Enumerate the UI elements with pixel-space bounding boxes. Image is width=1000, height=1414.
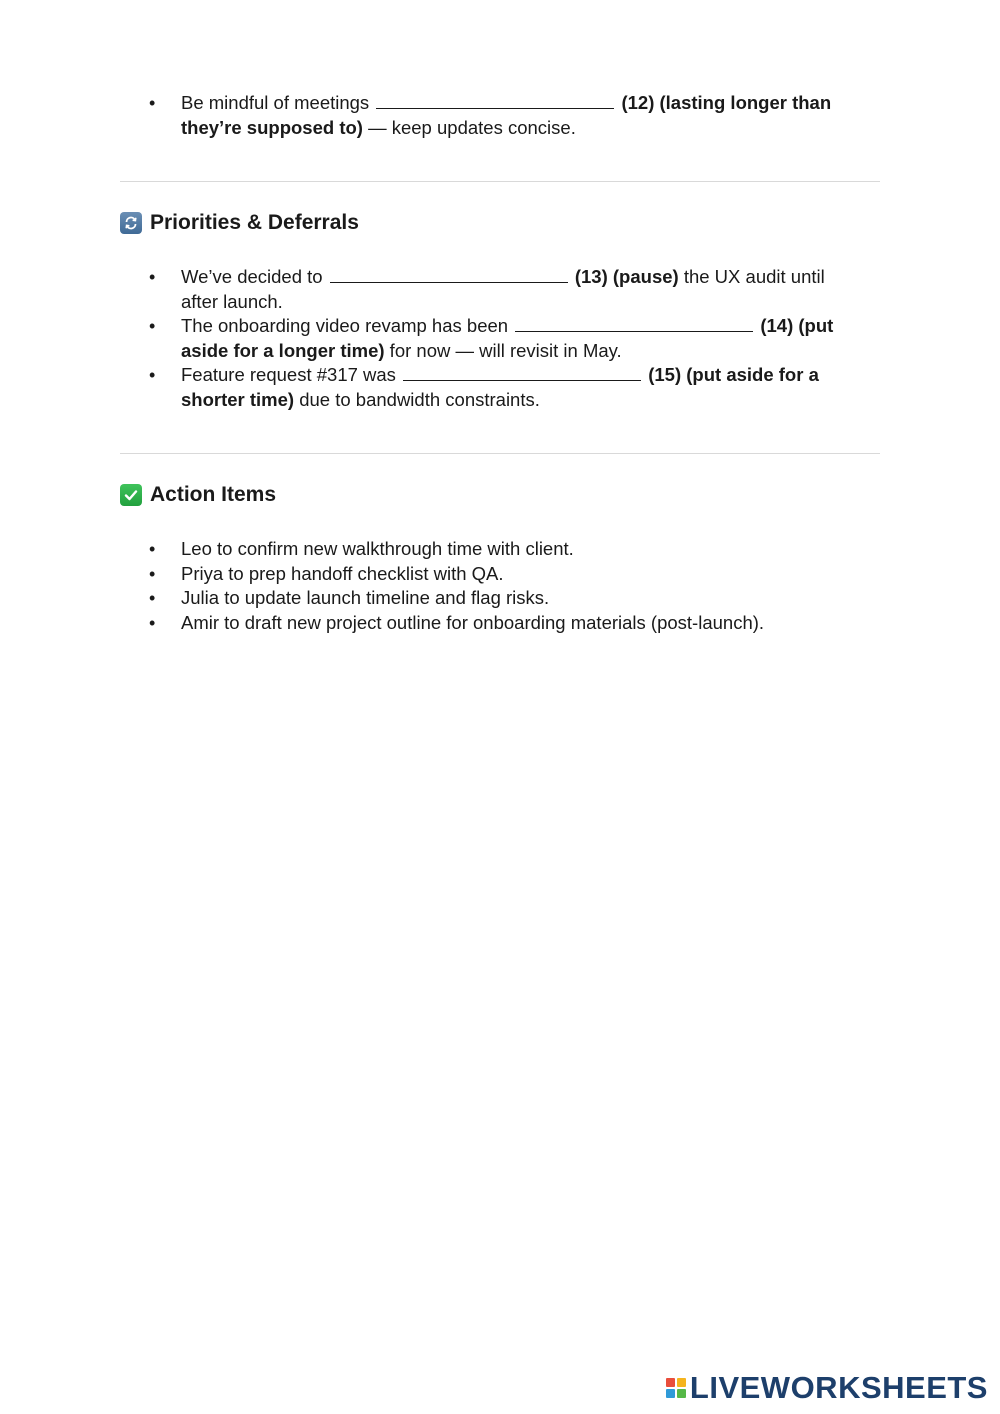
answer-blank-14[interactable] <box>515 315 753 332</box>
item-hint: (14) (put aside for a longer time) <box>181 315 834 361</box>
item-text: The onboarding video revamp has been <box>181 315 509 336</box>
item-text: We’ve decided to <box>181 266 323 287</box>
item-text-after: due to bandwidth constraints. <box>294 388 540 410</box>
item-hint: (13) (pause) <box>574 266 679 287</box>
list-item <box>120 265 865 314</box>
list-item <box>120 363 865 412</box>
list-item <box>120 91 860 140</box>
list-item: • Priya to prep handoff checklist with QA. <box>120 562 865 587</box>
item-hint: (15) (put aside for a shorter time) <box>181 364 819 410</box>
list-item: • Julia to update launch timeline and flag risks. <box>120 586 865 611</box>
section-title: Action Items <box>150 483 277 506</box>
section-divider <box>120 453 880 454</box>
sync-icon <box>120 212 142 234</box>
list-item: • Amir to draft new project outline for onboarding materials (post-launch). <box>120 611 865 636</box>
meetings-list <box>120 91 860 140</box>
list-item <box>120 314 865 363</box>
item-text-after: — keep updates concise. <box>362 116 576 138</box>
answer-blank-13[interactable] <box>330 266 568 283</box>
check-box-icon <box>120 484 142 506</box>
logo-mark-icon <box>666 1378 686 1398</box>
item-text: Feature request #317 was <box>181 364 396 385</box>
section-heading-priorities <box>120 211 359 235</box>
item-text-after: for now — will revisit in May. <box>384 339 622 361</box>
item-hint: (12) (lasting longer than they’re supposed to) <box>181 92 832 138</box>
section-heading-actions <box>120 483 276 507</box>
item-text: Be mindful of meetings <box>181 92 370 113</box>
logo-text: LIVEWORKSHEETS <box>689 1370 988 1405</box>
answer-blank-12[interactable] <box>376 92 614 109</box>
answer-blank-15[interactable] <box>403 364 641 381</box>
liveworksheets-logo[interactable] <box>666 1370 988 1406</box>
list-item: • Leo to confirm new walkthrough time with client. <box>120 537 865 562</box>
item-text-after: the UX audit until after launch. <box>181 266 825 312</box>
action-items-list <box>120 537 865 635</box>
priorities-list <box>120 265 865 412</box>
section-title: Priorities & Deferrals <box>150 211 359 234</box>
section-divider <box>120 181 880 182</box>
